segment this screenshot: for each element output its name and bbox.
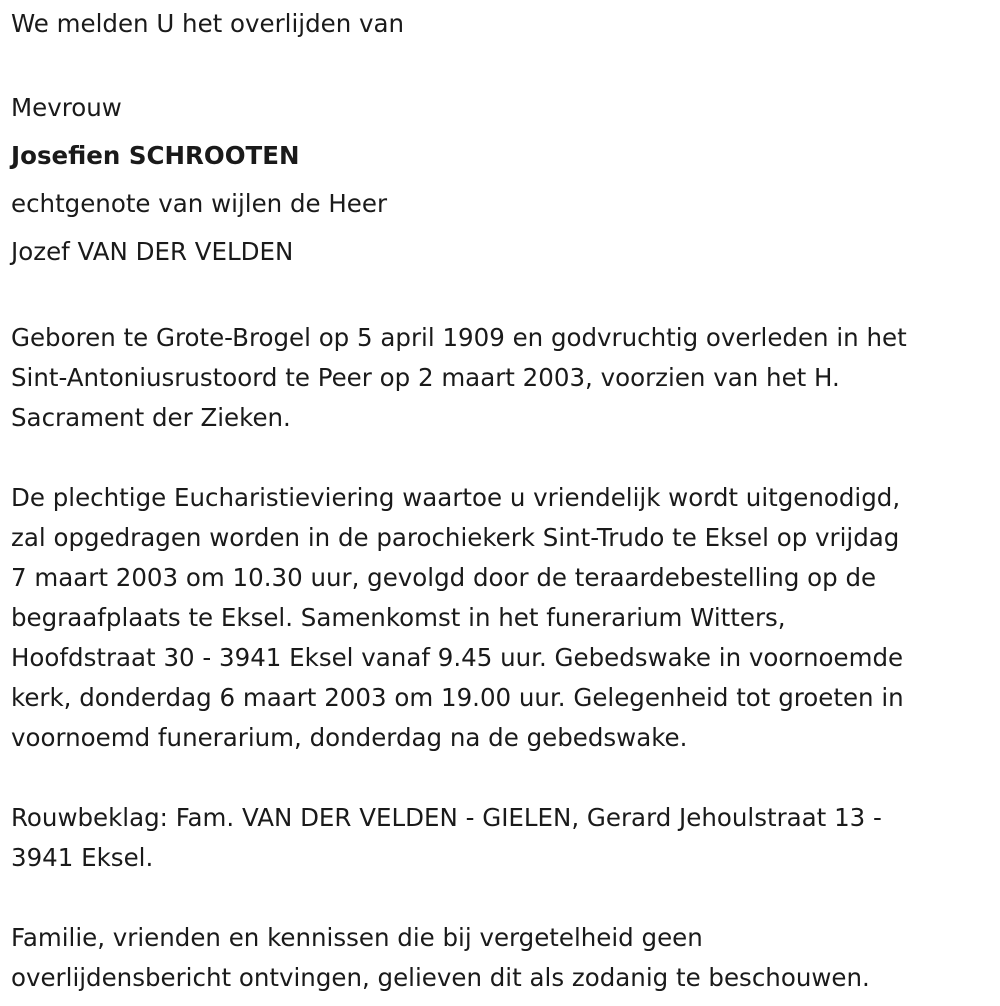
mourning-paragraph: [11, 798, 996, 878]
spacer: [11, 878, 996, 918]
paragraph-line: voornoemd funerarium, donderdag na de gebedswake.: [11, 723, 688, 752]
paragraph-line: Geboren te Grote-Brogel op 5 april 1909 en godvruchtig overleden in het: [11, 323, 907, 352]
paragraph-line: zal opgedragen worden in de parochiekerk Sint-Trudo te Eksel op vrijdag: [11, 523, 900, 552]
spacer: [11, 276, 996, 318]
relation-text: echtgenote van wijlen de Heer: [11, 189, 388, 218]
spacer: [11, 44, 996, 84]
paragraph-line: Familie, vrienden en kennissen die bij vergetelheid geen: [11, 923, 703, 952]
birth-death-paragraph: [11, 318, 996, 438]
obituary-notice: [11, 0, 996, 998]
spacer: [11, 758, 996, 798]
paragraph-line: begraafplaats te Eksel. Samenkomst in het funerarium Witters,: [11, 603, 786, 632]
paragraph-line: overlijdensbericht ontvingen, gelieven dit als zodanig te beschouwen.: [11, 963, 870, 992]
paragraph-line: 7 maart 2003 om 10.30 uur, gevolgd door de teraardebestelling op de: [11, 563, 877, 592]
paragraph-line: Sacrament der Zieken.: [11, 403, 291, 432]
closing-paragraph: [11, 918, 996, 998]
salutation: Mevrouw: [11, 93, 122, 122]
paragraph-line: Rouwbeklag: Fam. VAN DER VELDEN - GIELEN, Gerard Jehoulstraat 13 -: [11, 803, 882, 832]
paragraph-line: 3941 Eksel.: [11, 843, 154, 872]
deceased-name: Josefien SCHROOTEN: [11, 141, 300, 170]
intro-text: We melden U het overlijden van: [11, 9, 405, 38]
paragraph-line: kerk, donderdag 6 maart 2003 om 19.00 uur. Gelegenheid tot groeten in: [11, 683, 904, 712]
spacer: [11, 438, 996, 478]
paragraph-line: Hoofdstraat 30 - 3941 Eksel vanaf 9.45 uur. Gebedswake in voornoemde: [11, 643, 904, 672]
spouse-name: Jozef VAN DER VELDEN: [11, 237, 294, 266]
ceremony-paragraph: [11, 478, 996, 758]
paragraph-line: Sint-Antoniusrustoord te Peer op 2 maart 2003, voorzien van het H.: [11, 363, 840, 392]
paragraph-line: De plechtige Eucharistieviering waartoe u vriendelijk wordt uitgenodigd,: [11, 483, 901, 512]
